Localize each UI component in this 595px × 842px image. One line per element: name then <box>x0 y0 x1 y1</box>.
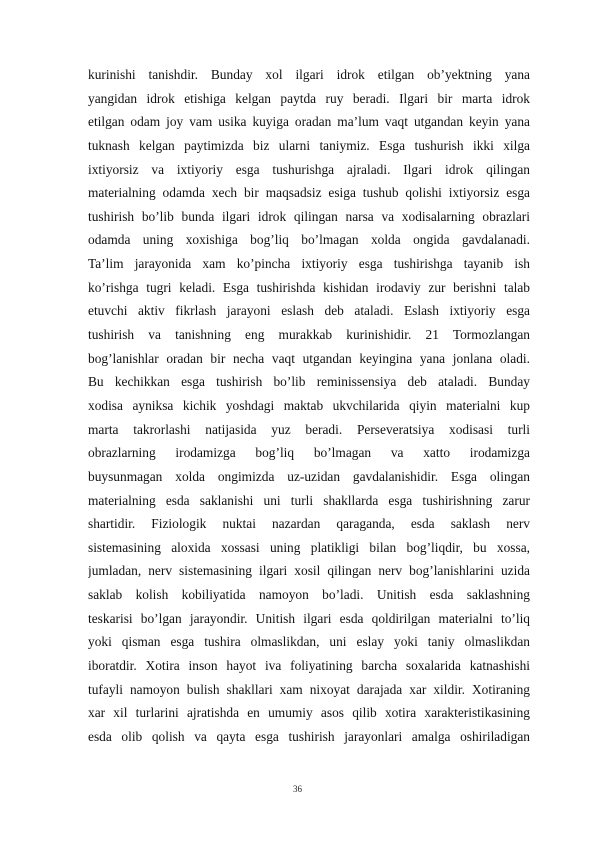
text-line: ko’rishga tugri keladi. Esga tushirishda kishidan irodaviy zur berishni talab <box>88 279 530 295</box>
text-line: Ta’lim jarayonida xam ko’pincha ixtiyoriy esga tushirishga tayanib ish <box>88 256 530 272</box>
text-line: etilgan odam joy vam usika kuyiga oradan ma’lum vaqt utgandan keyin yana <box>88 114 530 130</box>
text-line: jumladan, nerv sistemasining ilgari xosil qilingan nerv bog’lanishlarini uzida <box>88 563 530 579</box>
text-line: sistemasining aloxida xossasi uning platikligi bilan bog’liqdir, bu xossa, <box>88 539 530 555</box>
text-line: materialning esda saklanishi uni turli shakllarda esga tushirishning zarur <box>88 492 530 508</box>
text-line: xar xil turlarini ajratishda en umumiy asos qilib xotira xarakteristikasining <box>88 705 530 721</box>
text-line: ixtiyorsiz va ixtiyoriy esga tushurishga ajraladi. Ilgari idrok qilingan <box>88 161 530 177</box>
text-line: odamda uning xoxishiga bog’liq bo’lmagan xolda ongida gavdalanadi. <box>88 232 530 248</box>
text-line: kurinishi tanishdir. Bunday xol ilgari idrok etilgan ob’yektning yana <box>88 67 530 82</box>
text-line: yoki qisman esga tushira olmaslikdan, uni eslay yoki taniy olmaslikdan <box>88 634 530 650</box>
text-line: tushirish va tanishning eng murakkab kurinishidir. 21 Tormozlangan <box>88 327 530 343</box>
body-text <box>88 63 530 749</box>
text-line: etuvchi aktiv fikrlash jarayoni eslash deb ataladi. Eslash ixtiyoriy esga <box>88 303 530 319</box>
text-line: obrazlarning irodamizga bog’liq bo’lmagan va xatto irodamizga <box>88 445 530 461</box>
text-line: Bu kechikkan esga tushirish bo’lib reminissensiya deb ataladi. Bunday <box>88 374 530 390</box>
text-line: saklab kolish kobiliyatida namoyon bo’ladi. Unitish esda saklashning <box>88 587 530 603</box>
text-line: materialning odamda xech bir maqsadsiz esiga tushub qolishi ixtiyorsiz esga <box>88 185 530 201</box>
text-line: esda olib qolish va qayta esga tushirish jarayonlari amalga oshiriladigan <box>88 728 530 744</box>
page-number: 36 <box>293 784 302 794</box>
text-line: bog’lanishlar oradan bir necha vaqt utgandan keyingina yana jonlana oladi. <box>88 350 530 366</box>
text-line: buysunmagan xolda ongimizda uz-uzidan gavdalanishidir. Esga olingan <box>88 468 530 484</box>
text-line: shartidir. Fiziologik nuktai nazardan qaraganda, esda saklash nerv <box>88 516 530 532</box>
text-line: tufayli namoyon bulish shakllari xam nixoyat darajada xar xildir. Xotiraning <box>88 681 530 697</box>
text-line: tuknash kelgan paytimizda biz ularni taniymiz. Esga tushurish ikki xilga <box>88 137 530 153</box>
text-line: teskarisi bo’lgan jarayondir. Unitish ilgari esda qoldirilgan materialni to’liq <box>88 610 530 626</box>
text-line: marta takrorlashi natijasida yuz beradi. Perseveratsiya xodisasi turli <box>88 421 530 437</box>
text-line: yangidan idrok etishiga kelgan paytda ruy beradi. Ilgari bir marta idrok <box>88 90 530 106</box>
text-line: iboratdir. Xotira inson hayot iva foliyatining barcha soxalarida katnashishi <box>88 658 530 674</box>
text-line: xodisa ayniksa kichik yoshdagi maktab ukvchilarida qiyin materialni kup <box>88 397 530 413</box>
text-line: tushirish bo’lib bunda ilgari idrok qilingan narsa va xodisalarning obrazlari <box>88 208 530 224</box>
